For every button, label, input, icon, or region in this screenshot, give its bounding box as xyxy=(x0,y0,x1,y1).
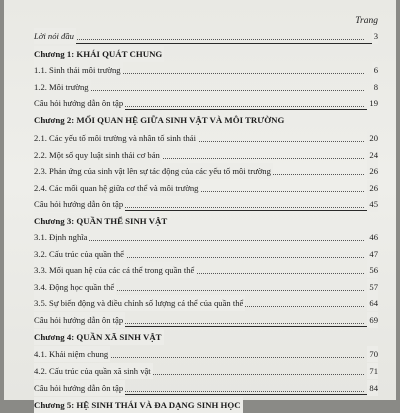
book-page xyxy=(4,0,396,410)
toc-page-number: 26 xyxy=(367,163,378,179)
toc-page-number: 71 xyxy=(367,363,378,379)
toc-entry xyxy=(34,180,378,196)
toc-page-number: 64 xyxy=(367,295,378,311)
toc-page-number: 6 xyxy=(372,62,378,78)
toc-entry-label: Chương 3: QUẦN THỂ SINH VẬT xyxy=(34,213,169,229)
toc-page-number: 70 xyxy=(367,346,378,362)
toc-entry xyxy=(34,363,378,379)
toc-entry-label: 4.2. Cấu trúc của quần xã sinh vật xyxy=(34,363,153,379)
toc-page-number: 56 xyxy=(367,262,378,278)
toc-page-number: 20 xyxy=(367,130,378,146)
toc-intro-entry xyxy=(34,28,378,44)
toc-page-number: 3 xyxy=(372,28,378,44)
toc-entry-label: 2.2. Một số quy luật sinh thái cơ bản xyxy=(34,147,162,163)
toc-entry-label: 3.3. Mối quan hệ của các cá thể trong quần thể xyxy=(34,262,196,278)
toc-entry-label: Câu hỏi hướng dẫn ôn tập xyxy=(34,196,125,212)
toc-entry xyxy=(34,196,378,212)
toc-page-number: 19 xyxy=(367,95,378,111)
toc-entry xyxy=(34,279,378,295)
toc-page-number: 8 xyxy=(372,79,378,95)
toc-entry-label: 2.3. Phản ứng của sinh vật lên sự tác động của các yếu tố môi trường xyxy=(34,163,273,179)
toc-entry xyxy=(34,229,378,245)
toc-entry xyxy=(34,295,378,311)
toc-entry xyxy=(34,246,378,262)
toc-entry-label: 1.1. Sinh thái môi trường xyxy=(34,62,123,78)
toc-entry-label: Câu hỏi hướng dẫn ôn tập xyxy=(34,312,125,328)
toc-entry-label: 2.4. Các mối quan hệ giữa cơ thể và môi trường xyxy=(34,180,200,196)
toc-entry-label: 3.4. Động học quần thể xyxy=(34,279,116,295)
toc-page-number: 47 xyxy=(367,246,378,262)
toc-page-number: 84 xyxy=(367,380,378,396)
toc-entry-label: 1.2. Môi trường xyxy=(34,79,91,95)
toc-chapter-heading xyxy=(34,213,378,229)
toc-entry xyxy=(34,163,378,179)
toc-page-number: 24 xyxy=(367,147,378,163)
toc-page-number: 57 xyxy=(367,279,378,295)
toc-entry xyxy=(34,262,378,278)
toc-entry xyxy=(34,346,378,362)
toc-entry-label: Chương 2: MỐI QUAN HỆ GIỮA SINH VẬT VÀ MÔI TRƯỜNG xyxy=(34,112,286,128)
toc-page-number: 26 xyxy=(367,180,378,196)
toc-chapter-heading xyxy=(34,397,378,413)
dot-leader xyxy=(34,39,364,40)
toc-entry xyxy=(34,130,378,146)
toc-entry-label: 3.2. Cấu trúc của quần thể xyxy=(34,246,126,262)
page-column-header: Trang xyxy=(355,16,378,26)
toc-entry-label: 3.5. Sự biến động và điều chỉnh số lượng cá thể của quần thể xyxy=(34,295,245,311)
toc-entry xyxy=(34,380,378,396)
toc-entry xyxy=(34,95,378,111)
toc-entry-label: Chương 4: QUẦN XÃ SINH VẬT xyxy=(34,329,164,345)
toc-entry-label: Câu hỏi hướng dẫn ôn tập xyxy=(34,380,125,396)
toc-chapter-heading xyxy=(34,112,378,128)
toc-entry xyxy=(34,312,378,328)
toc-entry xyxy=(34,79,378,95)
toc-entry-label: 4.1. Khái niệm chung xyxy=(34,346,110,362)
toc-page-number: 45 xyxy=(367,196,378,212)
toc-entry xyxy=(34,62,378,78)
toc-entry-label: Chương 1: KHÁI QUÁT CHUNG xyxy=(34,46,164,62)
toc-entry-label: Chương 5: HỆ SINH THÁI VÀ ĐA DẠNG SINH HỌC xyxy=(34,397,243,413)
toc-entry-label: Câu hỏi hướng dẫn ôn tập xyxy=(34,95,125,111)
toc-page-number: 69 xyxy=(367,312,378,328)
toc-chapter-heading xyxy=(34,329,378,345)
toc-chapter-heading xyxy=(34,46,378,62)
toc-entry xyxy=(34,147,378,163)
toc-page-number: 46 xyxy=(367,229,378,245)
toc-entry-label: Lời nói đầu xyxy=(34,28,76,44)
toc-entry-label: 2.1. Các yếu tố môi trường và nhân tố sinh thái xyxy=(34,130,198,146)
toc-entry-label: 3.1. Định nghĩa xyxy=(34,229,89,245)
